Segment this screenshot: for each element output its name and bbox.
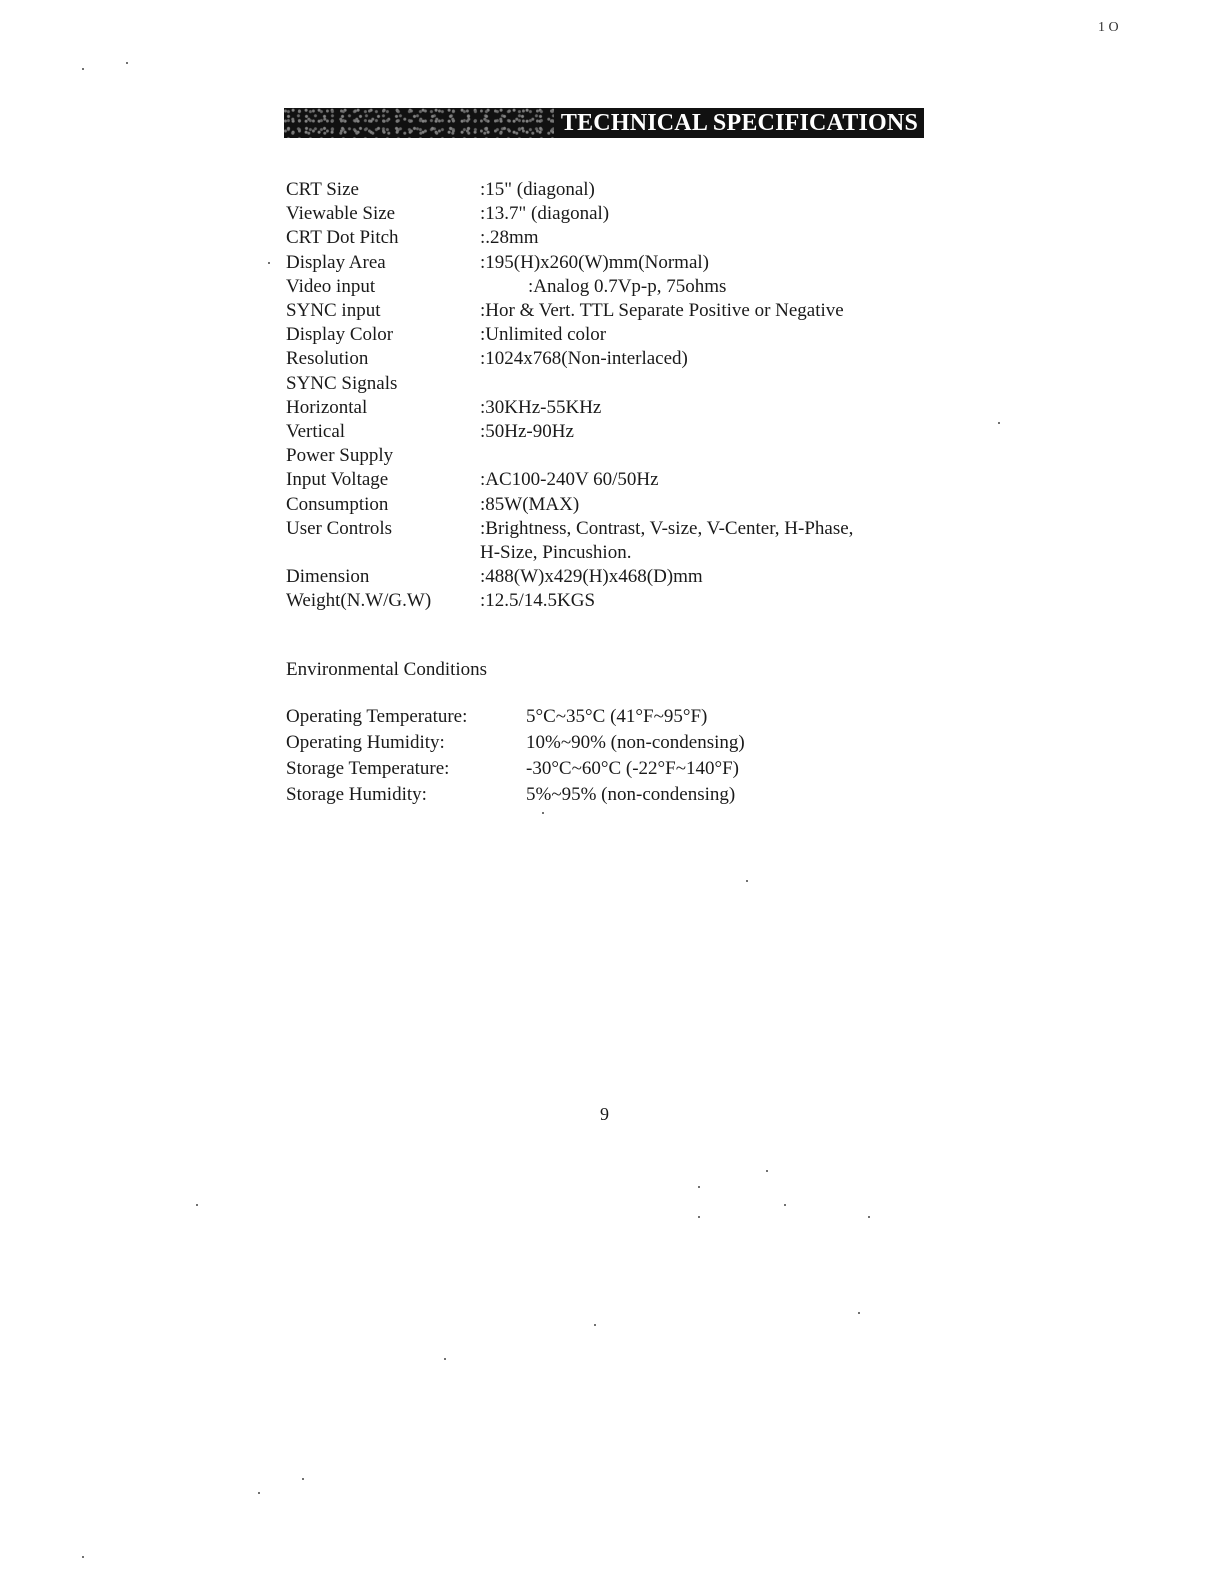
scan-speck [542,812,544,814]
title-bar-texture [284,108,554,138]
scan-speck [82,1556,84,1558]
spec-label: CRT Dot Pitch [286,227,399,249]
spec-row [286,541,853,565]
spec-label: Resolution [286,348,369,370]
spec-label: CRT Size [286,179,359,200]
spec-value: :Brightness, Contrast, V-size, V-Center, H-Phase, [480,517,854,539]
spec-label: Dimension [286,566,370,588]
scan-speck [746,880,748,882]
spec-table [286,178,853,614]
scan-speck [698,1186,700,1188]
spec-value: :50Hz-90Hz [480,421,574,443]
env-value: -30°C~60°C (-22°F~140°F) [526,758,739,779]
scan-speck [258,1492,260,1494]
scan-speck [858,1312,860,1314]
scan-speck [594,1324,596,1326]
env-row [286,730,745,756]
spec-row [286,396,853,420]
environment-heading: Environmental Conditions [286,659,488,680]
scan-speck [784,1204,786,1206]
spec-value: :Hor & Vert. TTL Separate Positive or Negative [480,300,844,322]
env-label: Storage Temperature: [286,758,450,779]
spec-row [286,226,853,250]
spec-row [286,275,853,299]
spec-value: :Unlimited color [480,324,607,346]
page-title: TECHNICAL SPECIFICATIONS [560,110,918,136]
env-row [286,756,745,782]
spec-row [286,202,853,226]
spec-row [286,323,853,347]
scan-speck [302,1478,304,1480]
scan-speck [766,1170,768,1172]
scan-speck [698,1216,700,1218]
env-row [286,782,745,808]
scan-speck [444,1358,446,1360]
spec-label: Horizontal [286,396,368,418]
env-label: Storage Humidity: [286,784,427,805]
env-label: Operating Temperature: [286,706,468,727]
spec-value: :488(W)x429(H)x468(D)mm [480,566,703,588]
spec-label: Vertical [286,421,346,443]
spec-row [286,468,853,492]
scan-speck [82,68,84,70]
page-number: 9 [600,1104,609,1124]
environment-table [286,704,745,808]
spec-value: :13.7" (diagonal) [480,203,610,225]
env-value: 10%~90% (non-condensing) [526,732,745,753]
section-title-bar [284,108,924,138]
scan-speck [998,422,1000,424]
spec-label: Display Area [286,251,386,273]
spec-label: Weight(N.W/G.W) [286,590,432,612]
spec-row [286,565,853,589]
spec-label: Input Voltage [286,469,389,491]
scan-speck [126,62,128,64]
scan-speck [268,262,270,264]
spec-value: :30KHz-55KHz [480,396,602,418]
env-label: Operating Humidity: [286,732,445,753]
page-corner-mark: 1 O [1098,20,1119,35]
env-row [286,704,745,730]
spec-label: Display Color [286,324,394,346]
spec-row [286,251,853,275]
spec-label: Power Supply [286,445,394,467]
spec-value: :15" (diagonal) [480,179,595,200]
scan-speck [868,1216,870,1218]
spec-label: Video input [286,275,376,297]
spec-label: Viewable Size [286,203,396,225]
spec-value: H-Size, Pincushion. [480,542,632,564]
spec-value: :85W(MAX) [480,493,580,515]
spec-label [286,541,480,565]
spec-value: :Analog 0.7Vp-p, 75ohms [528,275,727,297]
spec-row [286,299,853,323]
env-value: 5%~95% (non-condensing) [526,784,736,805]
scan-speck [196,1204,198,1206]
spec-label: SYNC input [286,300,381,322]
spec-value: :195(H)x260(W)mm(Normal) [480,251,709,273]
spec-value: :12.5/14.5KGS [480,590,596,612]
spec-value: :AC100-240V 60/50Hz [480,469,659,491]
spec-row [286,493,853,517]
spec-row [286,517,853,541]
spec-row [286,589,853,613]
spec-row [286,347,853,371]
spec-label: User Controls [286,517,393,539]
env-value: 5°C~35°C (41°F~95°F) [526,706,708,727]
spec-value: :.28mm [480,227,539,249]
spec-row [286,444,853,468]
spec-row [286,420,853,444]
spec-value: :1024x768(Non-interlaced) [480,348,688,370]
spec-label: SYNC Signals [286,372,398,394]
spec-row [286,372,853,396]
spec-label: Consumption [286,493,389,515]
spec-row [286,178,853,202]
